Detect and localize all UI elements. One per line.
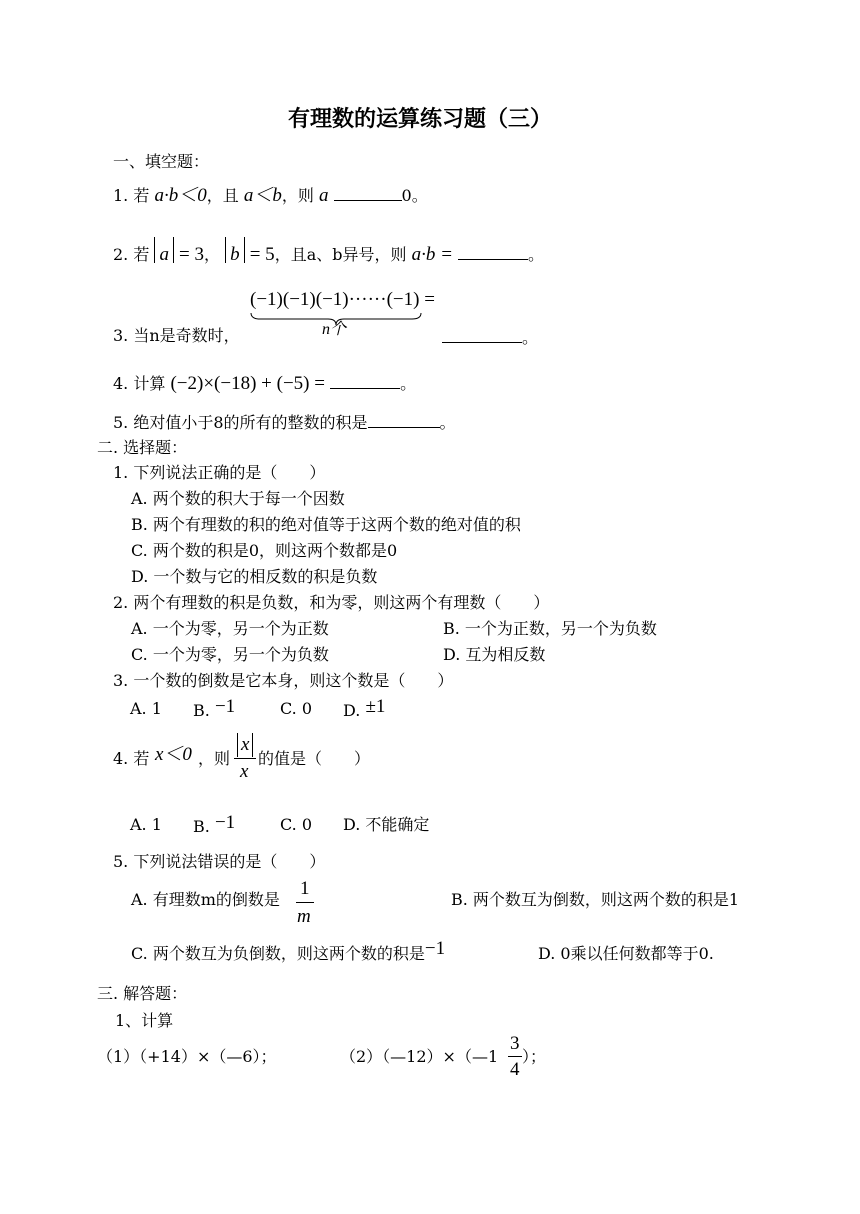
q3-underbrace-label: n个 <box>322 321 347 338</box>
choice-question-3: 3. 一个数的倒数是它本身，则这个数是（ ） <box>113 671 454 690</box>
q2-expression: a·b = <box>411 244 453 265</box>
calc-problem-2: （2）（—12）×（—1 <box>340 1047 499 1066</box>
q1-option-d[interactable]: D. 一个数与它的相反数的积是负数 <box>131 567 378 586</box>
q4-option-d[interactable]: D. 不能确定 <box>343 815 430 834</box>
q4-option-c[interactable]: C. 0 <box>280 815 313 834</box>
q4-end: 。 <box>400 374 417 393</box>
q4-option-a[interactable]: A. 1 <box>130 815 162 834</box>
q3-option-b[interactable]: B. −1 <box>193 696 236 720</box>
q4-option-b[interactable]: B. −1 <box>193 812 236 836</box>
q2-eq-2: = 5 <box>249 244 275 265</box>
q2-option-c[interactable]: C. 一个为零，另一个为负数 <box>131 645 329 664</box>
q1-option-c[interactable]: C. 两个数的积是0，则这两个数都是0 <box>131 541 398 560</box>
q3-answer <box>442 328 538 346</box>
answer-blank[interactable] <box>458 245 528 260</box>
answer-blank[interactable] <box>334 186 402 201</box>
q1-option-b[interactable]: B. 两个有理数的积的绝对值等于这两个数的绝对值的积 <box>131 515 521 534</box>
q3-option-a[interactable]: A. 1 <box>130 699 162 718</box>
q1-option-a[interactable]: A. 两个数的积大于每一个因数 <box>131 489 345 508</box>
q5-text: 5. 绝对值小于8的所有的整数的积是 <box>113 413 368 432</box>
q2-comma: ， <box>204 245 221 264</box>
q4-text: ，则 <box>198 749 231 768</box>
fill-question-2 <box>113 245 544 264</box>
q1-end: 0。 <box>401 186 428 205</box>
q3-option-c[interactable]: C. 0 <box>280 699 313 718</box>
q5-option-d[interactable]: D. 0乘以任何数都等于0. <box>538 944 714 963</box>
q1-text-1: ，且 <box>206 186 239 205</box>
page-title: 有理数的运算练习题（三） <box>288 106 553 132</box>
fill-question-5 <box>113 413 456 431</box>
q2-option-a[interactable]: A. 一个为零，另一个为正数 <box>131 619 329 638</box>
q2-option-b[interactable]: B. 一个为正数，另一个为负数 <box>443 619 657 638</box>
calc-heading: 1、计算 <box>115 1011 174 1030</box>
calc-problem-2-fraction: 3 4 <box>508 1033 522 1081</box>
answer-blank[interactable] <box>442 328 522 343</box>
calc-problem-2-end: ）； <box>522 1047 547 1066</box>
q4-condition: x＜0 <box>155 744 192 765</box>
abs-a: a <box>154 245 174 264</box>
q5-option-a-fraction: 1 m <box>296 878 314 926</box>
calc-problem-1: （1）（+14）×（—6）； <box>97 1047 277 1066</box>
choice-question-4: 4. 若 <box>113 749 150 768</box>
fill-question-1 <box>113 186 428 205</box>
q3-text: 3. 当n是奇数时， <box>113 326 240 345</box>
q2-number: 2. 若 <box>113 245 150 264</box>
q1-expression-2: a＜b <box>243 185 282 206</box>
q2-end: 。 <box>528 245 545 264</box>
fill-question-3 <box>113 328 240 344</box>
q5-option-b[interactable]: B. 两个数互为倒数，则这两个数的积是1 <box>451 890 740 909</box>
q3-end: 。 <box>522 328 539 347</box>
q2-option-d[interactable]: D. 互为相反数 <box>443 645 546 664</box>
q5-option-a[interactable]: A. 有理数m的倒数是 <box>131 890 280 909</box>
q5-option-c[interactable]: C. 两个数互为负倒数，则这两个数的积是−1 <box>131 938 446 963</box>
q4-end: 的值是（ ） <box>258 749 371 768</box>
q3-expression: (−1)(−1)(−1)······(−1) = <box>250 289 435 310</box>
q4-number: 4. 计算 <box>113 374 166 393</box>
q5-end: 。 <box>439 413 456 432</box>
q1-expression-1: a·b＜0 <box>154 185 207 206</box>
q1-text-2: ，则 <box>281 186 314 205</box>
fill-question-4 <box>113 374 416 393</box>
q4-fraction: x x <box>234 733 256 781</box>
answer-blank[interactable] <box>368 413 440 428</box>
q2-eq-1: = 3 <box>179 244 205 265</box>
q3-option-d[interactable]: D. ±1 <box>343 696 386 720</box>
section-2-heading: 二. 选择题： <box>97 438 188 457</box>
q1-variable: a <box>318 185 329 206</box>
section-3-heading: 三. 解答题： <box>97 984 188 1003</box>
q2-text: ，且a、b异号，则 <box>274 245 407 264</box>
section-1-heading: 一、填空题： <box>113 152 210 171</box>
choice-question-5: 5. 下列说法错误的是（ ） <box>113 852 326 871</box>
choice-question-1: 1. 下列说法正确的是（ ） <box>113 463 326 482</box>
abs-b: b <box>225 245 245 264</box>
choice-question-2: 2. 两个有理数的积是负数，和为零，则这两个有理数（ ） <box>113 593 550 612</box>
q1-number: 1. 若 <box>113 186 150 205</box>
answer-blank[interactable] <box>330 374 400 389</box>
q4-expression: (−2)×(−18) + (−5) = <box>170 373 325 394</box>
